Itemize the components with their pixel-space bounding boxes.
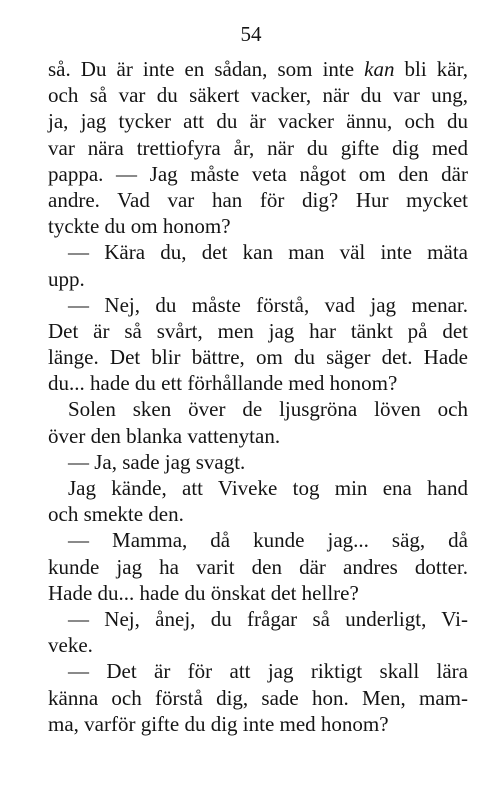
text-line: andre. Vad var han för dig? Hur mycket xyxy=(48,187,468,212)
text-line: över den blanka vattenytan. xyxy=(48,423,281,448)
text-line: och så var du säkert vacker, när du var ung, xyxy=(48,83,468,108)
text-line: — Nej, du måste förstå, vad jag menar. xyxy=(68,292,468,317)
text-line: så. Du är inte en sådan, som inte kan bli kär, xyxy=(48,57,468,81)
emphasized-word: kan xyxy=(364,57,395,81)
text-line: — Kära du, det kan man väl inte mäta xyxy=(68,240,468,265)
text-line: veke. xyxy=(48,633,93,658)
text-line: Det är så svårt, men jag har tänkt på det xyxy=(48,318,468,343)
text-line: — Det är för att jag riktigt skall lära xyxy=(68,659,468,684)
text-line: Solen sken över de ljusgröna löven och xyxy=(68,397,468,422)
text-line: upp. xyxy=(48,266,85,291)
text-line: — Mamma, då kunde jag... säg, då xyxy=(68,528,468,553)
text-line: pappa. — Jag måste veta något om den där xyxy=(48,161,468,186)
body-text xyxy=(48,56,468,737)
text-line: länge. Det blir bättre, om du säger det. Hade xyxy=(48,345,468,370)
text-line: och smekte den. xyxy=(48,502,184,527)
text-line: känna och förstå dig, sade hon. Men, mam- xyxy=(48,685,468,710)
text-line: — Ja, sade jag svagt. xyxy=(68,449,246,474)
text-line: tyckte du om honom? xyxy=(48,214,231,239)
text-line: ja, jag tycker att du är vacker ännu, och du xyxy=(48,109,468,134)
text-line: ma, varför gifte du dig inte med honom? xyxy=(48,711,389,736)
page-number: 54 xyxy=(240,22,262,46)
text-line: — Nej, ånej, du frågar så underligt, Vi- xyxy=(68,606,468,631)
text-line: du... hade du ett förhållande med honom? xyxy=(48,371,398,396)
text-line: var nära trettiofyra år, när du gifte dig med xyxy=(48,135,468,160)
text-line: kunde jag ha varit den där andres dotter. xyxy=(48,554,468,579)
text-line: Jag kände, att Viveke tog min ena hand xyxy=(68,476,468,500)
text-line: Hade du... hade du önskat det hellre? xyxy=(48,580,359,605)
